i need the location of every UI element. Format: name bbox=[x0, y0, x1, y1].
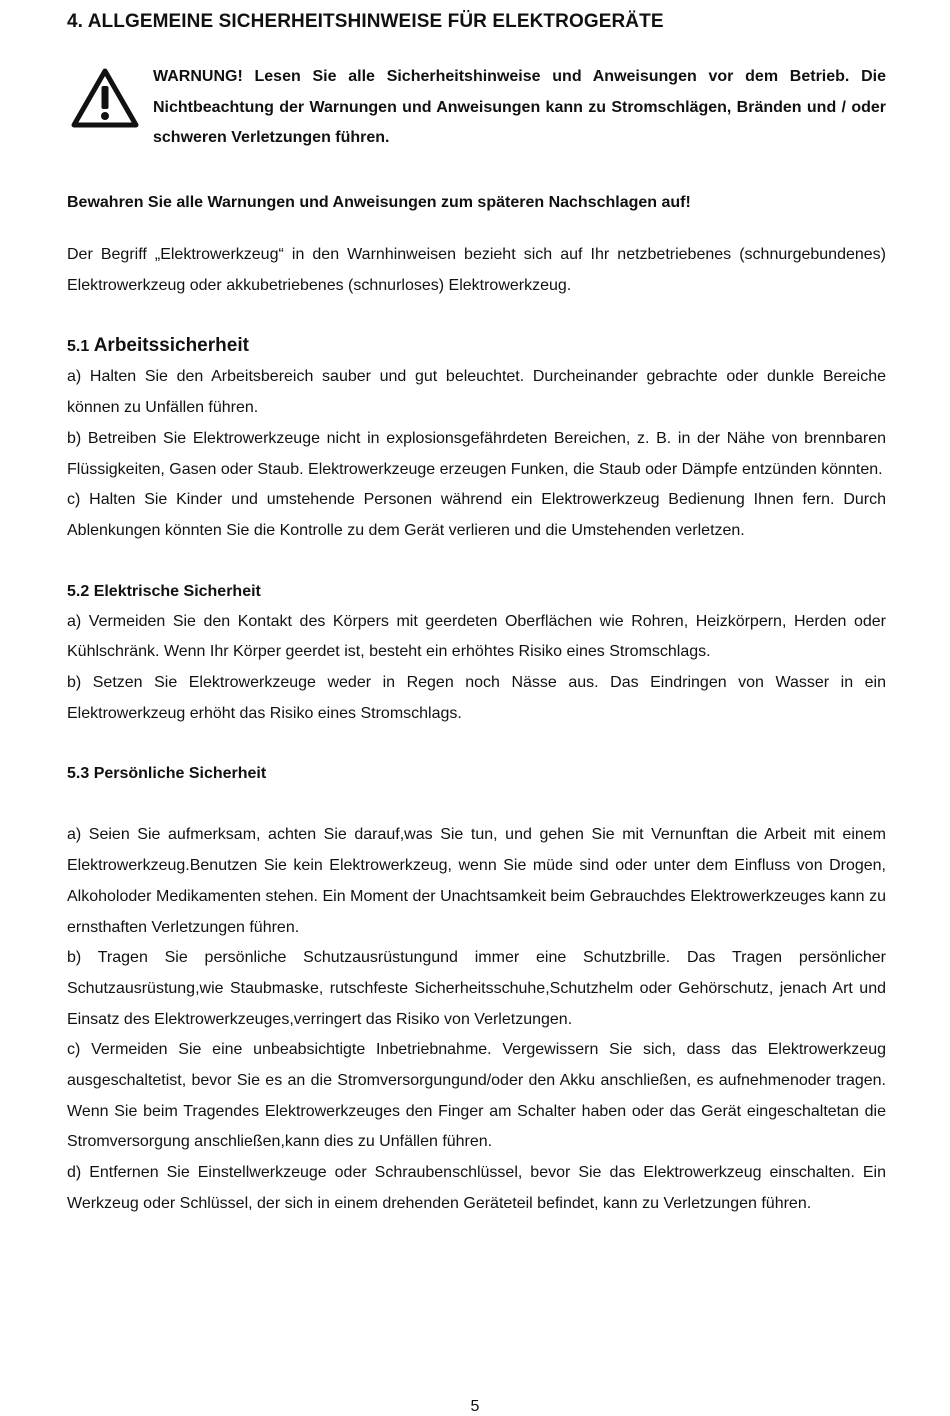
section-5-3-item-d: d) Entfernen Sie Einstellwerkzeuge oder Schraubenschlüssel, bevor Sie das Elektrowerkzeug einschalten. Ein Werkzeug oder Schlüssel, der sich in einem drehenden Geräteteil befindet, kann zu Verletzungen führen. bbox=[67, 1164, 886, 1212]
section-5-2-heading: 5.2 Elektrische Sicherheit bbox=[67, 582, 261, 600]
warning-triangle-icon bbox=[71, 68, 139, 128]
section-5-2-item-a: a) Vermeiden Sie den Kontakt des Körpers mit geerdeten Oberflächen wie Rohren, Heizkörpern, Herden oder Kühlschränk. Wenn Ihr Körper geerdet ist, besteht ein erhöhtes Risiko eines Stromschlags. bbox=[67, 612, 886, 661]
section-5-1-item-a: a) Halten Sie den Arbeitsbereich sauber und gut beleuchtet. Durcheinander gebrachte oder dunkle Bereiche können zu Unfällen führen. bbox=[67, 368, 886, 417]
page-number: 5 bbox=[470, 1398, 480, 1415]
section-5-3-heading: 5.3 Persönliche Sicherheit bbox=[67, 765, 267, 783]
warning-block bbox=[67, 62, 886, 158]
section-5-1-number: 5.1 bbox=[67, 338, 90, 356]
section-5-1-item-c: c) Halten Sie Kinder und umstehende Personen während ein Elektrowerkzeug Bedienung Ihnen fern. Durch Ablenkungen könnten Sie die Kontrolle zu dem Gerät verlieren und die Umstehenden verletzen. bbox=[67, 491, 886, 539]
intro-paragraph: Der Begriff „Elektrowerkzeug“ in den Warnhinweisen bezieht sich auf Ihr netzbetriebenes (schnurgebundenes) Elektrowerkzeug oder akkubetriebenes (schnurloses) Elektrowerkzeug. bbox=[67, 246, 886, 294]
section-5-1-item-b: b) Betreiben Sie Elektrowerkzeuge nicht in explosionsgefährdeten Bereichen, z. B. in der Nähe von brennbaren Flüssigkeiten, Gasen oder Staub. Elektrowerkzeuge erzeugen Funken, die Staub oder Dämpfe entzünden könnten. bbox=[67, 429, 886, 478]
section-5-3-item-a: a) Seien Sie aufmerksam, achten Sie darauf,was Sie tun, und gehen Sie mit Vernunftan die Arbeit mit einem Elektrowerkzeug.Benutzen Sie kein Elektrowerkzeug, wenn Sie müde sind oder unter dem Einfluss von Drogen, Alkoholoder Medikamenten stehen. Ein Moment der Unachtsamkeit beim Gebrauchdes Elektrowerkzeuges kann zu ernsthaften Verletzungen führen. bbox=[67, 826, 886, 936]
section-5-3-item-b: b) Tragen Sie persönliche Schutzausrüstungund immer eine Schutzbrille. Das Tragen persönlicher Schutzausrüstung,wie Staubmaske, rutschfeste Sicherheitsschuhe,Schutzhelm oder Gehörschutz, jenach Art und Einsatz des Elektrowerkzeuges,verringert das Risiko von Verletzungen. bbox=[67, 949, 886, 1028]
section-5-1-heading bbox=[67, 331, 886, 362]
section-5-2-item-b: b) Setzen Sie Elektrowerkzeuge weder in Regen noch Nässe aus. Das Eindringen von Wasser in ein Elektrowerkzeug erhöht das Risiko eines Stromschlags. bbox=[67, 674, 886, 722]
section-5-3-item-c: c) Vermeiden Sie eine unbeabsichtigte Inbetriebnahme. Vergewissern Sie sich, dass das Elektrowerkzeug ausgeschaltetist, bevor Sie es an die Stromversorgungund/oder den Akku anschließen, es aufnehmenoder tragen. Wenn Sie beim Tragendes Elektrowerkzeuges den Finger am Schalter haben oder das Gerät eingeschaltetan die Stromversorgung anschließen,kann dies zu Unfällen führen. bbox=[67, 1041, 886, 1151]
section-5-1-title: Arbeitssicherheit bbox=[93, 335, 249, 357]
page-title: 4. ALLGEMEINE SICHERHEITSHINWEISE FÜR ELEKTROGERÄTE bbox=[67, 11, 664, 32]
keep-instructions-notice: Bewahren Sie alle Warnungen und Anweisungen zum späteren Nachschlagen auf! bbox=[67, 194, 691, 211]
warning-text: WARNUNG! Lesen Sie alle Sicherheitshinweise und Anweisungen vor dem Betrieb. Die Nichtbeachtung der Warnungen und Anweisungen kann zu Stromschlägen, Bränden und / oder schweren Verletzungen führen. bbox=[153, 68, 886, 146]
